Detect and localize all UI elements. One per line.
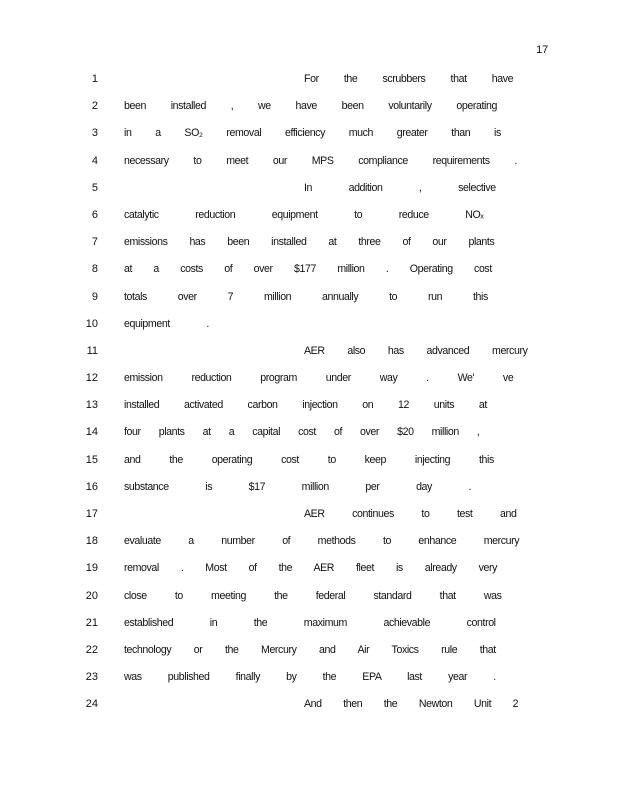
line-text: emissions has been installed at three of our plants [124,236,495,249]
line-number: 6 [91,208,98,221]
line-number: 3 [91,127,98,140]
transcript-line [0,561,618,588]
line-number: 7 [91,236,98,249]
page-number: 17 [536,44,548,56]
line-number: 24 [85,698,98,711]
line-text: established in the maximum achievable control [124,616,496,629]
transcript-line [0,154,618,181]
transcript-line [0,99,618,126]
transcript-line [0,425,618,452]
line-number: 23 [85,671,98,684]
line-number: 11 [86,344,98,357]
line-number: 2 [91,100,98,113]
transcript-line [0,398,618,425]
transcript-line [0,290,618,317]
line-text: substance is $17 million per day . [124,480,472,493]
line-text: removal . Most of the AER fleet is already very [124,562,498,575]
line-number: 21 [85,616,98,629]
transcript-line [0,697,618,724]
transcript-line [0,235,618,262]
transcript-line [0,643,618,670]
line-number: 9 [91,290,98,303]
transcript-line [0,480,618,507]
line-text: emission reduction program under way . We' ve [124,372,514,385]
transcript-line [0,262,618,289]
transcript-line [0,453,618,480]
line-number: 19 [85,562,98,575]
line-number: 18 [85,535,98,548]
transcript-line [0,371,618,398]
line-text: evaluate a number of methods to enhance mercury [124,535,520,548]
line-text: four plants at a capital cost of over $20 million , [124,426,480,439]
line-number: 16 [85,480,98,493]
line-text: and the operating cost to keep injecting this [124,453,494,466]
transcript-line [0,208,618,235]
line-text: AER also has advanced mercury [304,344,528,357]
transcript-line [0,589,618,616]
transcript-line [0,616,618,643]
line-number: 10 [85,317,98,330]
line-number: 4 [91,154,98,167]
line-text: AER continues to test and [304,508,517,520]
transcript-line [0,670,618,697]
transcript-lines [0,72,618,725]
line-number: 20 [85,589,98,602]
line-number: 12 [85,372,98,385]
line-text: For the scrubbers that have [304,73,514,85]
line-number: 14 [85,426,98,439]
line-number: 8 [91,263,98,276]
line-number: 1 [91,73,98,85]
line-text: totals over 7 million annually to run this [124,290,488,303]
line-text: close to meeting the federal standard that was [124,589,502,602]
transcript-line [0,181,618,208]
line-text: technology or the Mercury and Air Toxics rule that [124,643,496,656]
line-text: in a SO₂ removal efficiency much greater than is [124,127,501,140]
line-text: been installed , we have been voluntarily operating [124,100,497,113]
transcript-line [0,317,618,344]
line-number: 13 [85,399,98,412]
line-text: catalytic reduction equipment to reduce NOₓ [124,208,484,221]
transcript-line [0,507,618,534]
line-text: at a costs of over $177 million . Operating cost [124,263,492,276]
line-text: In addition , selective [304,181,496,194]
transcript-line [0,126,618,153]
line-number: 17 [85,508,98,520]
line-text: installed activated carbon injection on 12 units at [124,399,487,412]
line-text: necessary to meet our MPS compliance requirements . [124,154,517,167]
line-number: 15 [85,453,98,466]
transcript-line [0,72,618,99]
transcript-line [0,534,618,561]
transcript-line [0,344,618,371]
line-text: was published finally by the EPA last year . [124,671,496,684]
line-text: equipment . [124,317,209,330]
line-number: 5 [91,181,98,194]
line-number: 22 [85,643,98,656]
line-text: And then the Newton Unit 2 [304,698,519,711]
